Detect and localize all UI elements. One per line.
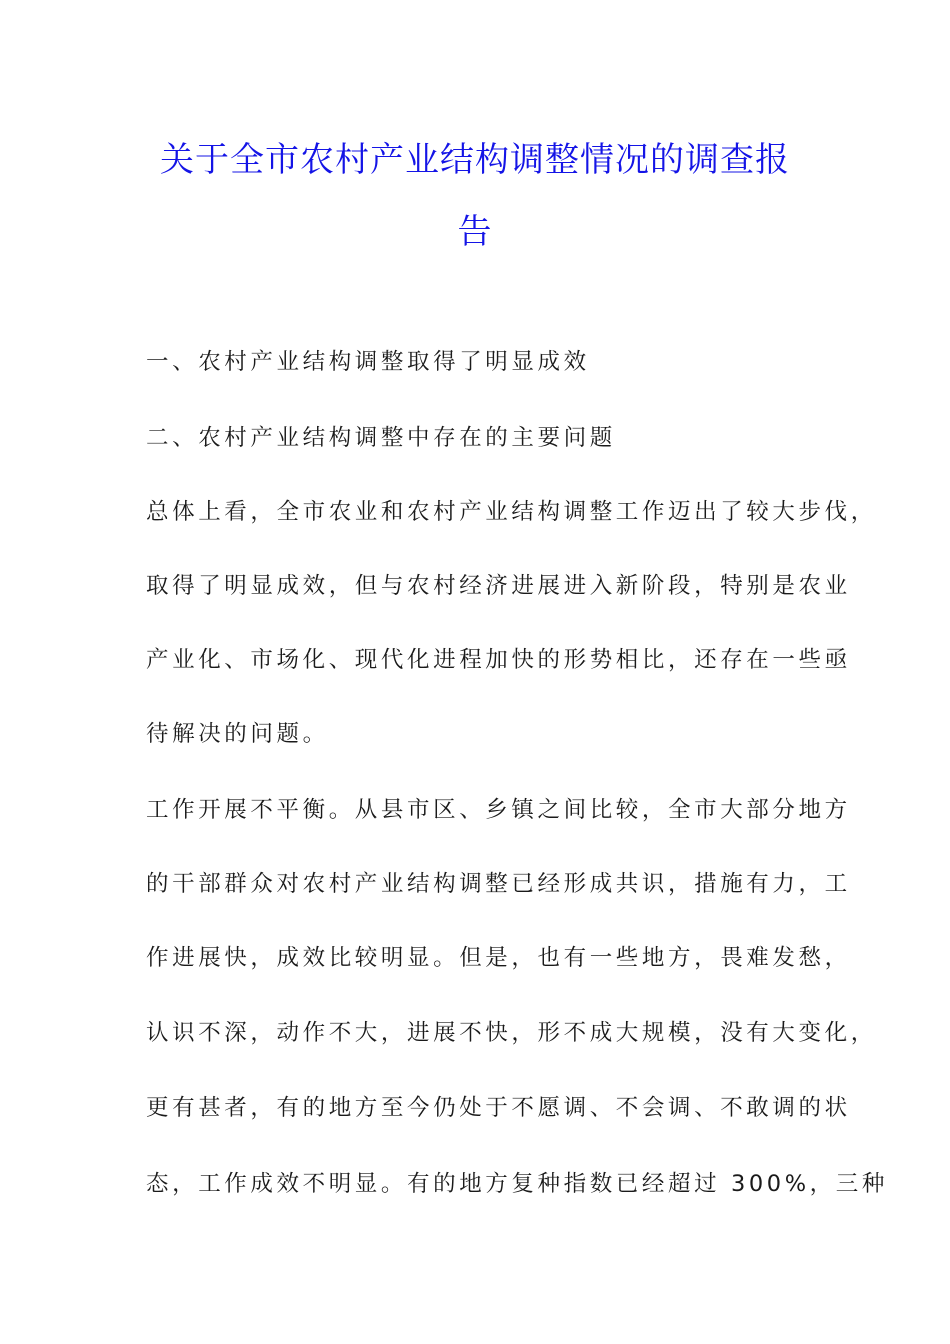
body-line: 产业化、市场化、现代化进程加快的形势相比，还存在一些亟 — [146, 647, 851, 673]
body-line: 更有甚者，有的地方至今仍处于不愿调、不会调、不敢调的状 — [146, 1095, 851, 1121]
body-line: 态，工作成效不明显。有的地方复种指数已经超过 300%，三种 — [146, 1171, 888, 1197]
body-line: 待解决的问题。 — [146, 721, 329, 747]
body-line: 作进展快，成效比较明显。但是，也有一些地方，畏难发愁， — [146, 945, 851, 971]
body-line: 的干部群众对农村产业结构调整已经形成共识，措施有力，工 — [146, 871, 851, 897]
body-line: 总体上看，全市农业和农村产业结构调整工作迈出了较大步伐， — [146, 499, 877, 525]
body-line: 认识不深，动作不大，进展不快，形不成大规模，没有大变化， — [146, 1020, 877, 1046]
document-title-line-1: 关于全市农村产业结构调整情况的调查报 — [160, 140, 790, 180]
body-line: 取得了明显成效，但与农村经济进展进入新阶段，特别是农业 — [146, 573, 851, 599]
document-title-line-2: 告 — [457, 212, 493, 252]
section-heading-2: 二、农村产业结构调整中存在的主要问题 — [146, 425, 616, 451]
body-line: 工作开展不平衡。从县市区、乡镇之间比较，全市大部分地方 — [146, 797, 851, 823]
section-heading-1: 一、农村产业结构调整取得了明显成效 — [146, 349, 590, 375]
